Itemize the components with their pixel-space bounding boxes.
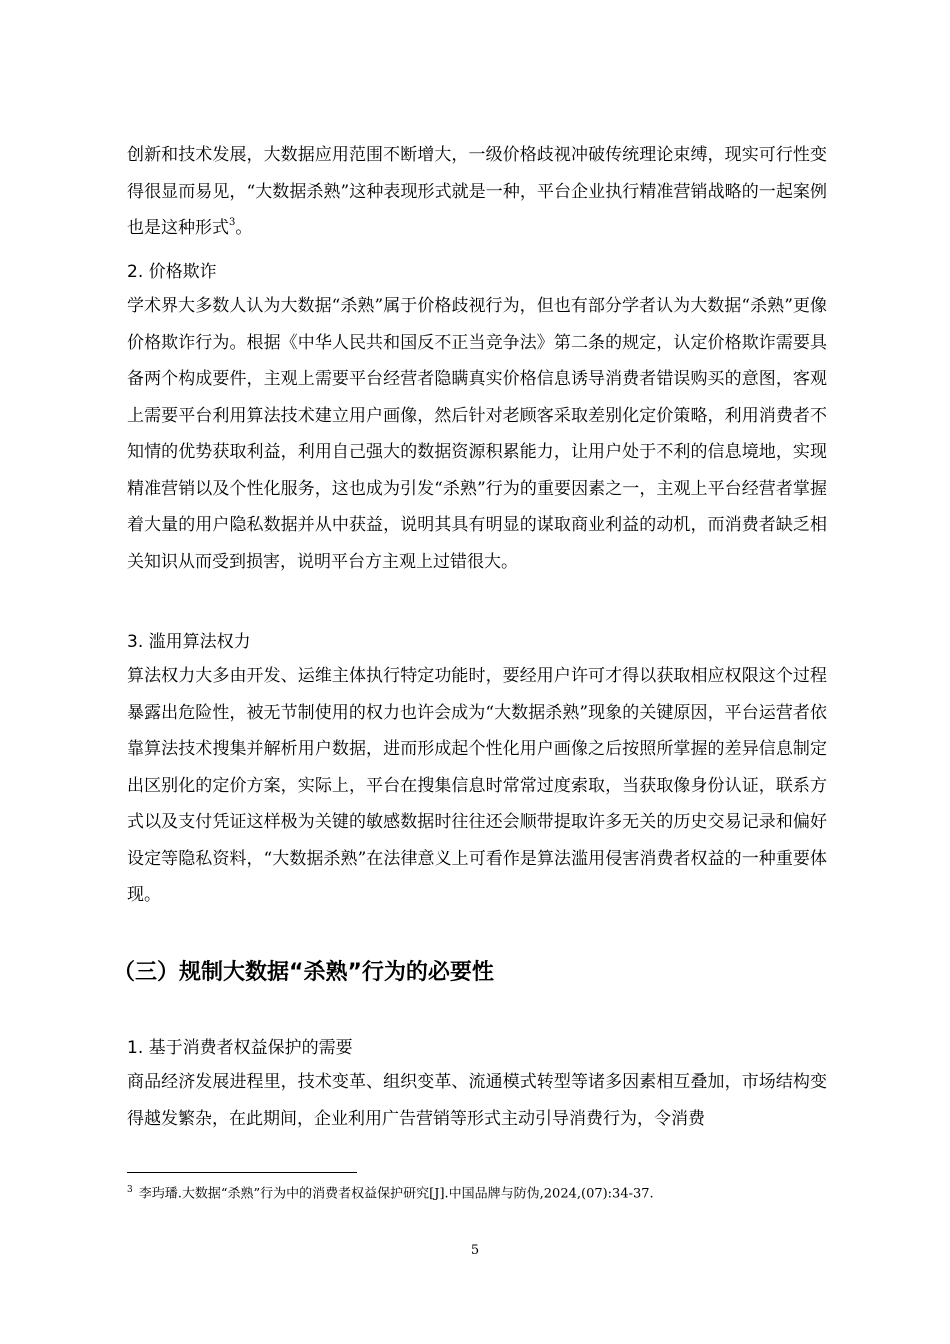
footnote-text: 李玙璠.大数据“杀熟”行为中的消费者权益保护研究[J].中国品牌与防伪,2024,(07):34-37. — [138, 1186, 654, 1202]
paragraph-algorithm-power-abuse: 算法权力大多由开发、运维主体执行特定功能时，要经用户许可才得以获取相应权限这个过程暴露出危险性，被无节制使用的权力也许会成为“大数据杀熟”现象的关键原因，平台运营者依靠算法技术搜集并解析用户数据，进而形成起个性化用户画像之后按照所掌握的差异信息制定出区别化的定价方案，实际上，平台在搜集信息时常常过度索取，当获取像身份认证，联系方式以及支付凭证这样极为关键的敏感数据时往往还会顺带提取许多无关的历史交易记录和偏好设定等隐私资料，“大数据杀熟”在法律意义上可看作是算法滥用侵害消费者权益的一种重要体现。 — [127, 666, 827, 905]
footnote-divider — [127, 1172, 357, 1173]
footnote — [127, 1180, 827, 1204]
subheading-price-fraud: 2. 价格欺诈 — [127, 262, 217, 282]
paragraph-tail: 。 — [235, 218, 253, 238]
section-heading: （三）规制大数据“杀熟”行为的必要性 — [113, 960, 494, 985]
paragraph-consumer-protection: 商品经济发展进程里，技术变革、组织变革、流通模式转型等诸多因素相互叠加，市场结构变得越发繁杂，在此期间，企业利用广告营销等形式主动引导消费行为，令消费 — [127, 1072, 827, 1129]
footnote-mark: 3 — [127, 1185, 133, 1195]
subheading-algorithm-power-abuse: 3. 滥用算法权力 — [127, 632, 251, 652]
subheading-consumer-protection: 1. 基于消费者权益保护的需要 — [127, 1038, 353, 1058]
page-number: 5 — [470, 1243, 480, 1258]
paragraph-price-fraud: 学术界大多数人认为大数据“杀熟”属于价格歧视行为，但也有部分学者认为大数据“杀熟”更像价格欺诈行为。根据《中华人民共和国反不正当竞争法》第二条的规定，认定价格欺诈需要具备两个构成要件，主观上需要平台经营者隐瞒真实价格信息诱导消费者错误购买的意图，客观上需要平台利用算法技术建立用户画像，然后针对老顾客采取差别化定价策略，利用消费者不知情的优势获取利益，利用自己强大的数据资源积累能力，让用户处于不利的信息境地，实现精准营销以及个性化服务，这也成为引发“杀熟”行为的重要因素之一，主观上平台经营者掌握着大量的用户隐私数据并从中获益，说明其具有明显的谋取商业利益的动机，而消费者缺乏相关知识从而受到损害，说明平台方主观上过错很大。 — [127, 296, 827, 572]
footnote-reference: 3 — [229, 217, 236, 229]
paragraph-text: 创新和技术发展，大数据应用范围不断增大，一级价格歧视冲破传统理论束缚，现实可行性变得很显而易见，“大数据杀熟”这种表现形式就是一种，平台企业执行精准营销战略的一起案例也是这种形式 — [127, 145, 827, 238]
paragraph-price-discrimination-end — [127, 137, 827, 247]
